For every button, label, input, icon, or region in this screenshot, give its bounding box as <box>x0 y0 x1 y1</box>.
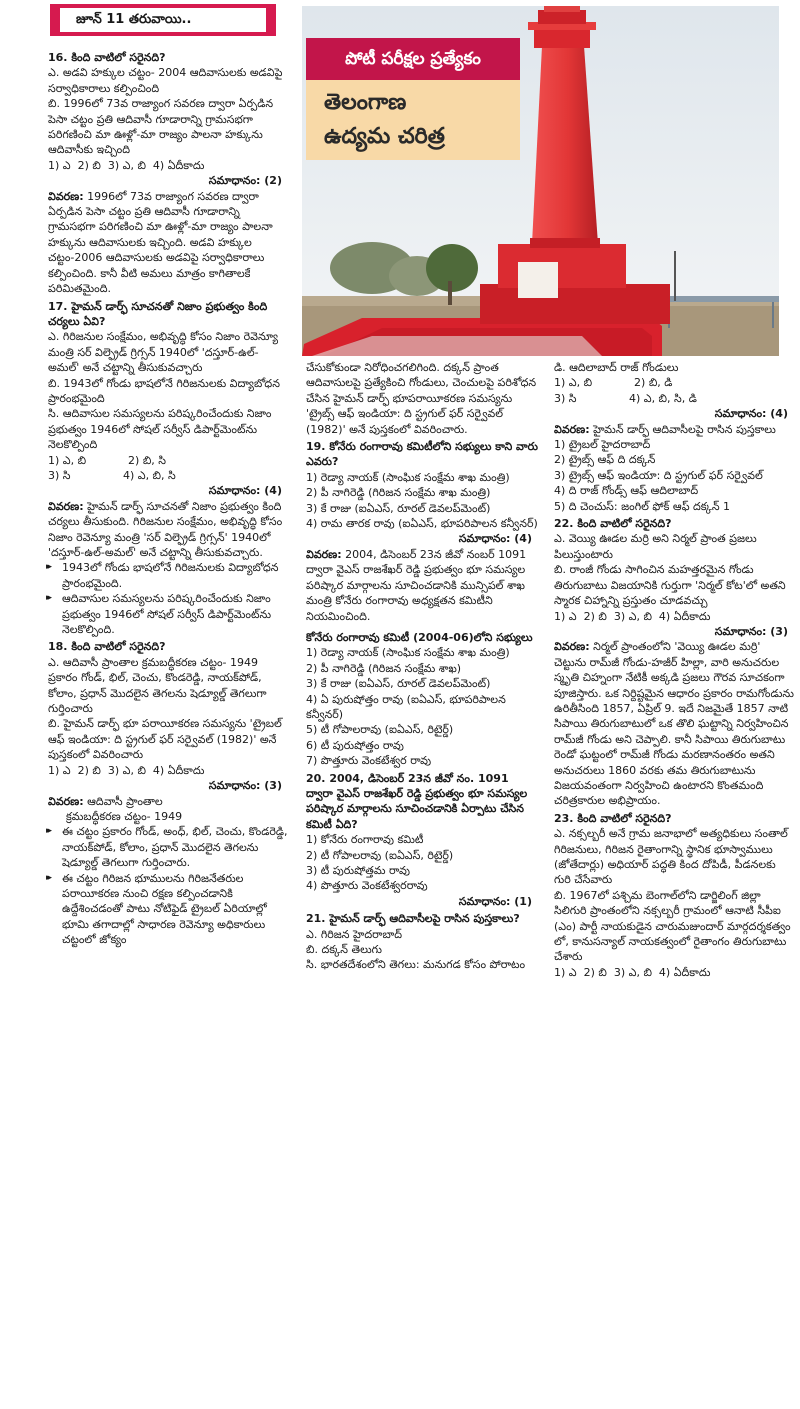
options: 3) సి 4) ఎ, బి, సి, డి <box>554 391 697 405</box>
paragraph: 6) టీ పురుషోత్తం రావు <box>306 738 404 752</box>
explanation-text: ఆదివాసీ ప్రాంతాల <box>83 794 163 808</box>
section-tag-bar <box>50 4 276 36</box>
subheading: కోనేరు రంగారావు కమిటీ (2004-06)లోని సభ్యులు <box>306 630 533 644</box>
explanation-label: వివరణ: <box>554 640 590 654</box>
paragraph: 4) ది రాజ్ గోండ్స్ ఆఫ్ ఆదిలాబాద్ <box>554 484 699 498</box>
paragraph: డి. ఆదిలాబాద్ రాజ్ గోండులు <box>554 361 679 374</box>
explanation-text: హైమన్ డార్ఫ్ ఆదివాసీలపై రాసిన పుస్తకాలు <box>589 422 776 436</box>
column-3 <box>554 360 794 980</box>
paragraph: ఎ. నక్సల్బరీ అనే గ్రామ జనాభాలో అత్యధికులు సంతాల్ గిరిజనులు, గిరిజన రైతాంగాన్ని స్థానిక భూస్వాములు (జోతేదార్లు) అధియార్ పద్ధతి కింద దోపిడీ, పీడనలకు గురి చేసేవారు <box>554 827 788 887</box>
options: 3) సి 4) ఎ, బి, సి <box>48 468 176 482</box>
paragraph: 3) ట్రైబ్స్ ఆఫ్ ఇండియా: ది స్ట్రగుల్ ఫర్ సర్వైవల్ <box>554 468 763 482</box>
paragraph: 7) పొత్తూరు వెంకటేశ్వర రావు <box>306 754 432 768</box>
banner-title-box <box>306 80 520 160</box>
paragraph: 3) కే రాజు (ఐఏఎస్, రూరల్ డెవలప్‌మెంట్) <box>306 677 491 691</box>
answer: సమాధానం: (4) <box>208 484 282 498</box>
paragraph: 3) కే రాజు (ఐఏఎస్, రూరల్ డెవలప్‌మెంట్) <box>306 501 491 515</box>
paragraph: 5) ది చెంచుస్: జంగిల్ ఫోక్ ఆఫ్ దక్కన్ 1 <box>554 499 731 513</box>
answer: సమాధానం: (4) <box>714 407 788 421</box>
explanation <box>48 189 288 297</box>
paragraph: సి. భారతదేశంలోని తెగలు: మనుగడ కోసం పోరాటం <box>306 958 526 972</box>
paragraph: 3) టీ పురుషోత్తమ రావు <box>306 864 410 877</box>
paragraph: 1) రెడ్యా నాయక్ (సాంఘిక సంక్షేమ శాఖ మంత్రి) <box>306 470 510 484</box>
paragraph: 1) ట్రైబల్ హైదరాబాద్ <box>554 438 651 452</box>
paragraph: 5) టీ గోపాలరావు (ఐఏఎస్, రిటైర్డ్) <box>306 723 454 737</box>
options: 1) ఎ 2) బి 3) ఎ, బి 4) ఏదీకాదు <box>48 763 205 777</box>
bullet-point: ▸▸ ఆదివాసుల సమస్యలను పరిష్కరించేందుకు నిజాం ప్రభుత్వం 1946లో సోషల్ సర్వీస్ డిపార్ట్‌మెంట్‌ను నెలకొల్పింది. <box>48 591 288 637</box>
column-1 <box>48 48 288 948</box>
banner-title-line1: తెలంగాణ <box>324 90 407 115</box>
question: 18. కింది వాటిలో సరైనది? <box>48 640 166 654</box>
options: 1) ఎ 2) బి 3) ఎ, బి 4) ఏదీకాదు <box>554 965 711 979</box>
answer: సమాధానం: (3) <box>714 624 788 638</box>
question: 20. 2004, డిసెంబర్ 23న జీవో నం. 1091 ద్వారా వైఎస్ రాజశేఖర్ రెడ్డి ప్రభుత్వం భూ సమస్యల పరిష్కార మార్గాలను సూచించడానికి ఏర్పాటు చేసిన కమిటీ ఏది? <box>306 771 528 831</box>
paragraph: బి. 1996లో 73వ రాజ్యాంగ సవరణ ద్వారా ఏర్పడిన పెసా చట్టం ప్రతి ఆదివాసీ గూడారాన్ని గ్రామసభగా పరిగణించి మా ఊళ్లో-మా రాజ్యం పాలనా హక్కును ఆదివాసీకు ఇచ్చింది <box>48 97 274 157</box>
paragraph: ఎ. గిరిజనుల సంక్షేమం, అభివృద్ధి కోసం నిజాం రెవెన్యూ మంత్రి సర్ విల్ఫ్రెడ్ గ్రిగ్సన్ 1940లో 'దస్తూర్-ఉల్-అమల్' అనే చట్టాన్ని తీసుకువచ్చారు <box>48 330 279 375</box>
paragraph: బి. 1967లో పశ్చిమ బెంగాల్‌లోని డార్జిలింగ్ జిల్లా సిలిగురి ప్రాంతంలోని నక్సల్బరీ గ్రామంలో ఆనాటి సీపీఐ (ఎం) పార్టీ నాయకుడైన చారుమజుందార్ మార్గదర్శకత్వం లో, కానుసన్యాల్ నాయకత్వంలో రైతాంగం తిరుగుబాటు చేశారు <box>554 888 791 964</box>
paragraph: ఎ. వెయ్యి ఊడల మర్రి అని నిర్మల్ ప్రాంత ప్రజలు పిలుస్తుంటారు <box>554 532 757 561</box>
paragraph: ఎ. గిరిజన హైదరాబాద్ <box>306 927 403 941</box>
options: 1) ఎ, బి 2) బి, సి <box>48 453 167 467</box>
bullet-point: ▸▸ ఈ చట్టం గిరిజన భూములను గిరిజనేతరుల పరాయీకరణ నుంచి రక్షణ కల్పించడానికి ఉద్దేశించడంతో పాటు నోటిఫైడ్ ట్రైబల్ ఏరియాల్లో భూమి తగాదాల్లో సాధారణ రెవెన్యూ అధికారులు చట్టంలో జోక్యం <box>48 871 288 948</box>
paragraph: బి. దక్కన్ తెలుగు <box>306 943 382 957</box>
paragraph: 2) ట్రైబ్స్ ఆఫ్ ది దక్కన్ <box>554 453 656 467</box>
paragraph: ఎ. అడవి హక్కుల చట్టం- 2004 ఆదివాసులకు అడవిపై సర్వాధికారాలు కల్పించింది <box>48 66 283 95</box>
question: 19. కోనేరు రంగారావు కమిటీలోని సభ్యులు కాని వారు ఎవరు? <box>306 440 538 469</box>
indented-text: క్రమబద్ధీకరణ చట్టం- 1949 <box>66 809 183 823</box>
paragraph: చేసుకోకుండా నిరోధించగలిగింది. దక్కన్ ప్రాంత ఆదివాసులపై ప్రత్యేకించి గోండులు, చెంచులపై పరిశోధన చేసిన హైమన్ డార్ఫ్ భూపరాయీకరణ సమస్యను 'ట్రైబ్స్ ఆఫ్ ఇండియా: ది స్ట్రగుల్ ఫర్ సర్వైవల్ (1982)' అనే పుస్తకంలో వివరించారు. <box>306 361 537 436</box>
explanation-label: వివరణ: <box>48 794 84 808</box>
options: 1) ఎ 2) బి 3) ఎ, బి 4) ఏదీకాదు <box>48 158 205 172</box>
bullet-point: ▸▸ ఈ చట్టం ప్రకారం గోండ్, అంధ్, భిల్, చెంచు, కొండరెడ్డి, నాయక్‌పోడ్, కోలాం, ప్రధాన్ మొదలైన తెగలను షెడ్యూల్డ్ తెగలుగా గుర్తించారు. <box>48 824 288 870</box>
question: 16. కింది వాటిలో సరైనది? <box>48 51 166 64</box>
paragraph: ఎ. ఆదివాసీ ప్రాంతాల క్రమబద్ధీకరణ చట్టం- 1949 ప్రకారం గోండ్, భిల్, చెంచు, కొండరెడ్డి, నాయక్‌పోడ్, కోలాం, ప్రధాన్ మొదలైన తెగలను షెడ్యూల్డ్ తెగలుగా గుర్తించారు <box>48 655 267 716</box>
answer: సమాధానం: (3) <box>208 779 282 793</box>
explanation-text: 1996లో 73వ రాజ్యాంగ సవరణ ద్వారా ఏర్పడిన పెసా చట్టం ప్రతి ఆదివాసీ గూడారాన్ని గ్రామసభగా పరిగణించి మా ఊళ్లో-మా రాజ్యం పాలనా హక్కును ఆదివాసులకు ఇచ్చింది. అడవి హక్కుల చట్టం-2006 ఆదివాసులకు అడవిపై సర్వాధికారాలు కల్పించింది. కానీ వీటి అమలు మాత్రం కాగితాలకే పరిమితమైంది. <box>48 189 273 296</box>
answer: సమాధానం: (2) <box>208 174 282 188</box>
explanation-text: 2004, డిసెంబర్ 23న జీవో నంబర్ 1091 ద్వారా వైఎస్ రాజశేఖర్ రెడ్డి ప్రభుత్వం భూ సమస్యల పరిష్కార మార్గాలను సూచించడానికి మున్సిపల్ శాఖ మంత్రి కోనేరు రంగారావు అధ్యక్షతన కమిటీని నియమించింది. <box>306 547 527 623</box>
bullet-point: ▸▸ 1943లో గోండు భాషలోనే గిరిజనులకు విద్యాబోధన ప్రారంభమైంది. <box>48 560 288 591</box>
explanation-label: వివరణ: <box>554 422 590 436</box>
section-tag: జూన్ 11 తరువాయి.. <box>60 8 266 32</box>
paragraph: 1) కోనేరు రంగారావు కమిటీ <box>306 833 424 847</box>
paragraph: 2) పీ నాగిరెడ్డి (గిరిజన సంక్షేమ శాఖ మంత్రి) <box>306 486 491 500</box>
paragraph: 4) ఏ పురుషోత్తం రావు (ఐఏఎస్, భూపరిపాలన కన్వీనర్) <box>306 692 506 721</box>
column-2 <box>306 360 538 973</box>
answer: సమాధానం: (4) <box>458 532 532 546</box>
paragraph: బి. 1943లో గోండు భాషలోనే గిరిజనులకు విద్యాబోధన ప్రారంభమైంది <box>48 376 280 405</box>
explanation-text: నిర్మల్ ప్రాంతంలోని 'వెయ్యి ఊడల మర్రి' చెట్టును రామ్‌జీ గోండు-హజీర్ హిల్లా, వారి అనుచరుల స్మృతి చిహ్నంగా నేటికీ అక్కడి ప్రజలు గౌరవ సూచకంగా పూజిస్తారు. ఒక నిర్దిష్టమైన ఆధారం ప్రకారం రామగోండును ఉరితీసింది 1857, ఏప్రిల్ 9. ఇదే నిజమైతే 1857 నాటి సిపాయి తిరుగుబాటులో ఒక తొలి ఘట్టాన్ని నిర్వహించిన రామ్‌జీ గోండు అని చెప్పాలి. కానీ సిపాయి తిరుగుబాటు రెండో ఘట్టంలో రామ్‌జీ గోండు మరణానంతరం అతని అనుచరులు 1860 వరకు తమ తిరుగుబాటును విజయవంతంగా నిర్వహించి ఉంటారని కొంతమంది చరిత్రకారుల అభిప్రాయం. <box>554 640 794 808</box>
explanation <box>306 547 538 624</box>
explanation <box>48 499 288 561</box>
banner-special: పోటీ పరీక్షల ప్రత్యేకం <box>306 38 520 80</box>
explanation-label: వివరణ: <box>306 547 342 561</box>
paragraph: బి. హైమన్ డార్ఫ్ భూ పరాయీకరణ సమస్యను 'ట్రైబల్ ఆఫ్ ఇండియా: ది స్ట్రగుల్ ఫర్ సర్వైవల్ (1982)' అనే పుస్తకంలో వివరించారు <box>48 717 282 762</box>
answer: సమాధానం: (1) <box>458 894 532 908</box>
explanation <box>48 794 288 809</box>
paragraph: 2) టీ గోపాలరావు (ఐఏఎస్, రిటైర్డ్) <box>306 848 454 862</box>
explanation <box>554 639 794 808</box>
options: 1) ఎ 2) బి 3) ఎ, బి 4) ఏదీకాదు <box>554 609 711 623</box>
options: 1) ఎ, బి 2) బి, డి <box>554 376 673 390</box>
paragraph: బి. రాంజీ గోండు సాగించిన మహత్తరమైన గోండు తిరుగుబాటు విజయానికి గుర్తుగా 'నిర్మల్ కోట'లో అతని స్మారక చిహ్నాన్ని ప్రస్తుతం చూడవచ్చు <box>554 563 786 608</box>
paragraph: 4) రామ తారక రావు (ఐఏఎస్, భూపరిపాలన కన్వీనర్) <box>306 517 538 531</box>
paragraph: 1) రెడ్యా నాయక్ (సాంఘిక సంక్షేమ శాఖ మంత్రి) <box>306 646 510 660</box>
paragraph: 2) పీ నాగిరెడ్డి (గిరిజన సంక్షేమ శాఖ) <box>306 661 462 675</box>
banner-title-line2: ఉద్యమ చరిత్ర <box>324 124 445 149</box>
question: 23. కింది వాటిలో సరైనది? <box>554 811 672 825</box>
explanation-label: వివరణ: <box>48 189 84 203</box>
paragraph: 4) పొత్తూరు వెంకటేశ్వరరావు <box>306 879 428 893</box>
explanation-text: హైమన్ డార్ఫ్ సూచనతో నిజాం ప్రభుత్వం కింది చర్యలు తీసుకుంది. గిరిజనుల సంక్షేమం, అభివృద్ధి కోసం నిజాం రెవెన్యూ మంత్రి 'సర్ విల్ఫ్రెడ్ గ్రిగ్సన్' 1940లో 'దస్తూర్-ఉల్-అమల్' అనే చట్టాన్ని తీసుకువచ్చారు. <box>48 499 283 559</box>
explanation <box>554 422 794 437</box>
question: 21. హైమన్ డార్ఫ్ ఆదివాసీలపై రాసిన పుస్తకాలు? <box>306 912 520 926</box>
question: 22. కింది వాటిలో సరైనది? <box>554 517 672 531</box>
question: 17. హైమన్ డార్ఫ్ సూచనతో నిజాం ప్రభుత్వం కింది చర్యలు ఏవి? <box>48 299 268 328</box>
explanation-label: వివరణ: <box>48 499 84 513</box>
paragraph: సి. ఆదివాసుల సమస్యలను పరిష్కరించేందుకు నిజాం ప్రభుత్వం 1946లో సోషల్ సర్వీస్ డిపార్ట్‌మెంట్‌ను నెలకొల్పింది <box>48 407 272 452</box>
